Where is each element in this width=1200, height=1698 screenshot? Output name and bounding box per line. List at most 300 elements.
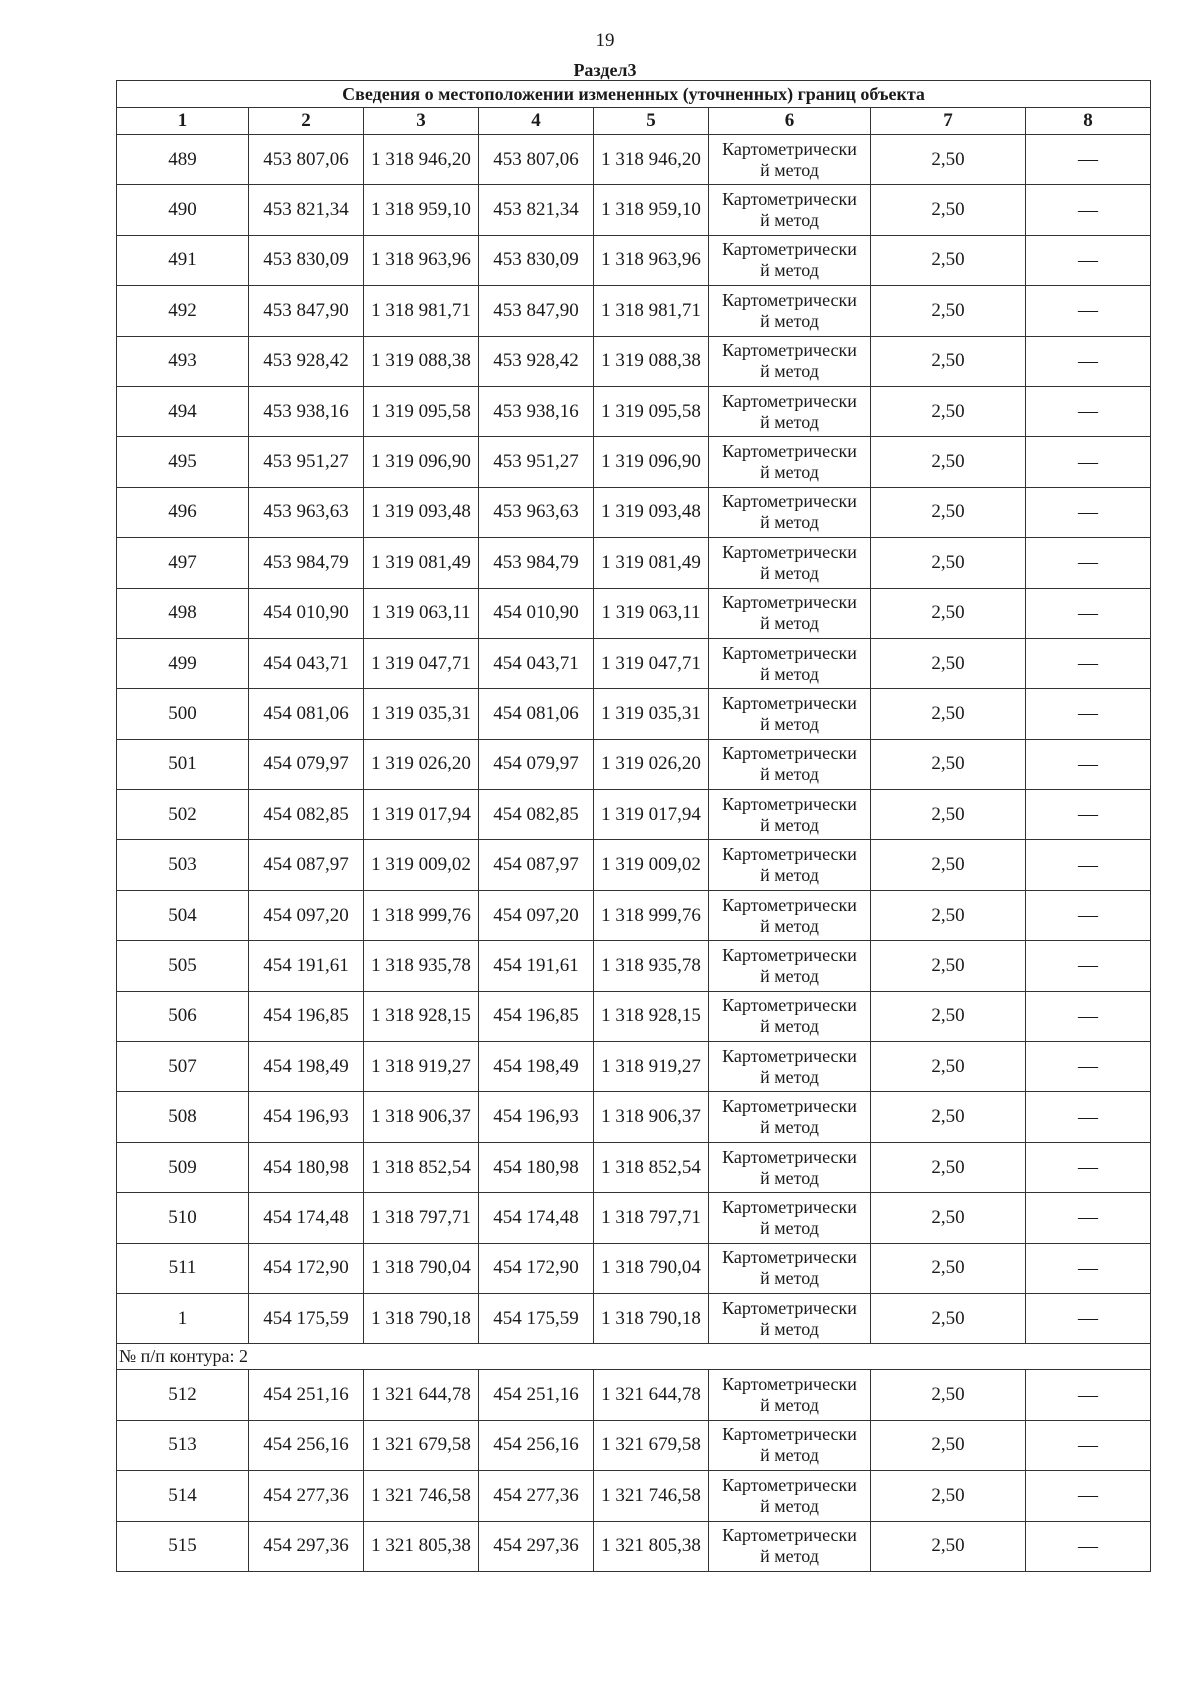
accuracy-cell: 2,50 (871, 1193, 1026, 1243)
coordinate-cell: 1 319 095,58 (364, 386, 479, 436)
point-number-cell: 1 (117, 1293, 249, 1343)
table-row (117, 386, 1151, 436)
method-cell (709, 991, 871, 1041)
method-cell (709, 588, 871, 638)
coordinate-cell: 453 951,27 (249, 437, 364, 487)
description-cell: — (1026, 487, 1151, 537)
coordinate-cell: 454 297,36 (479, 1521, 594, 1571)
table-row (117, 235, 1151, 285)
description-cell: — (1026, 1042, 1151, 1092)
coordinate-cell: 1 318 963,96 (364, 235, 479, 285)
method-line-2: й метод (760, 814, 819, 835)
table-row (117, 689, 1151, 739)
coordinate-cell: 453 821,34 (249, 185, 364, 235)
coordinate-cell: 454 175,59 (249, 1293, 364, 1343)
coordinate-cell: 454 010,90 (249, 588, 364, 638)
method-line-2: й метод (760, 764, 819, 785)
coordinate-cell: 453 963,63 (249, 487, 364, 537)
coordinate-cell: 1 318 963,96 (594, 235, 709, 285)
table-row (117, 1243, 1151, 1293)
method-line-1: Картометрически (722, 289, 857, 310)
coordinate-cell: 453 821,34 (479, 185, 594, 235)
coordinate-cell: 453 807,06 (479, 135, 594, 185)
method-line-1: Картометрически (722, 340, 857, 361)
accuracy-cell: 2,50 (871, 386, 1026, 436)
point-number-cell: 512 (117, 1370, 249, 1420)
description-cell: — (1026, 840, 1151, 890)
coordinate-cell: 454 196,85 (479, 991, 594, 1041)
coordinate-cell: 1 319 093,48 (364, 487, 479, 537)
coordinate-cell: 1 318 797,71 (364, 1193, 479, 1243)
description-cell: — (1026, 538, 1151, 588)
coordinate-cell: 453 830,09 (479, 235, 594, 285)
accuracy-cell: 2,50 (871, 1471, 1026, 1521)
point-number-cell: 503 (117, 840, 249, 890)
column-header-6: 6 (709, 108, 871, 135)
description-cell: — (1026, 135, 1151, 185)
coordinate-cell: 1 318 935,78 (594, 941, 709, 991)
method-line-1: Картометрически (722, 1247, 857, 1268)
method-cell (709, 135, 871, 185)
method-cell (709, 941, 871, 991)
method-line-1: Картометрически (722, 390, 857, 411)
method-cell (709, 1420, 871, 1470)
coordinate-cell: 1 319 017,94 (594, 790, 709, 840)
accuracy-cell: 2,50 (871, 185, 1026, 235)
coordinate-cell: 454 198,49 (249, 1042, 364, 1092)
method-line-2: й метод (760, 915, 819, 936)
method-line-1: Картометрически (722, 1297, 857, 1318)
method-line-1: Картометрически (722, 642, 857, 663)
coordinate-cell: 1 319 026,20 (594, 739, 709, 789)
method-line-2: й метод (760, 713, 819, 734)
coordinate-cell: 454 082,85 (479, 790, 594, 840)
coordinate-cell: 1 319 081,49 (594, 538, 709, 588)
method-line-2: й метод (760, 1445, 819, 1466)
method-line-2: й метод (760, 411, 819, 432)
coordinate-cell: 454 043,71 (479, 638, 594, 688)
coordinate-cell: 1 321 746,58 (594, 1471, 709, 1521)
coordinate-cell: 1 319 095,58 (594, 386, 709, 436)
table-row (117, 1293, 1151, 1343)
point-number-cell: 509 (117, 1142, 249, 1192)
coordinate-cell: 454 256,16 (249, 1420, 364, 1470)
point-number-cell: 496 (117, 487, 249, 537)
coordinate-cell: 453 807,06 (249, 135, 364, 185)
coordinate-cell: 454 256,16 (479, 1420, 594, 1470)
column-header-8: 8 (1026, 108, 1151, 135)
method-cell (709, 286, 871, 336)
table-row (117, 1142, 1151, 1192)
accuracy-cell: 2,50 (871, 1092, 1026, 1142)
method-line-1: Картометрически (722, 138, 857, 159)
coordinate-cell: 454 251,16 (249, 1370, 364, 1420)
table-row (117, 538, 1151, 588)
coordinate-cell: 454 175,59 (479, 1293, 594, 1343)
method-line-1: Картометрически (722, 1525, 857, 1546)
accuracy-cell: 2,50 (871, 739, 1026, 789)
method-cell (709, 1293, 871, 1343)
table-row (117, 890, 1151, 940)
description-cell: — (1026, 1370, 1151, 1420)
coordinate-cell: 454 079,97 (249, 739, 364, 789)
method-cell (709, 790, 871, 840)
method-cell (709, 840, 871, 890)
coordinate-cell: 453 984,79 (249, 538, 364, 588)
column-header-2: 2 (249, 108, 364, 135)
coordinate-cell: 454 172,90 (479, 1243, 594, 1293)
coordinate-cell: 454 082,85 (249, 790, 364, 840)
table-row (117, 1521, 1151, 1571)
table-title: Сведения о местоположении измененных (уточненных) границ объекта (117, 81, 1151, 108)
coordinate-cell: 454 196,93 (479, 1092, 594, 1142)
accuracy-cell: 2,50 (871, 437, 1026, 487)
coordinate-cell: 1 318 981,71 (594, 286, 709, 336)
coordinate-cell: 1 319 063,11 (594, 588, 709, 638)
contour-label: № п/п контура: 2 (117, 1344, 1151, 1370)
coordinate-cell: 1 319 047,71 (594, 638, 709, 688)
coordinate-cell: 453 928,42 (249, 336, 364, 386)
coordinate-cell: 1 318 790,18 (594, 1293, 709, 1343)
method-cell (709, 386, 871, 436)
coordinate-cell: 1 321 746,58 (364, 1471, 479, 1521)
table-row (117, 1193, 1151, 1243)
method-line-2: й метод (760, 310, 819, 331)
method-line-1: Картометрически (722, 995, 857, 1016)
column-header-3: 3 (364, 108, 479, 135)
method-line-2: й метод (760, 1016, 819, 1037)
table-row (117, 336, 1151, 386)
coordinate-cell: 454 277,36 (249, 1471, 364, 1521)
point-number-cell: 500 (117, 689, 249, 739)
method-cell (709, 739, 871, 789)
description-cell: — (1026, 1092, 1151, 1142)
method-line-2: й метод (760, 1546, 819, 1567)
description-cell: — (1026, 638, 1151, 688)
accuracy-cell: 2,50 (871, 1243, 1026, 1293)
point-number-cell: 513 (117, 1420, 249, 1470)
coordinate-cell: 1 321 805,38 (594, 1521, 709, 1571)
method-line-1: Картометрически (722, 743, 857, 764)
method-line-1: Картометрически (722, 1424, 857, 1445)
method-line-2: й метод (760, 1395, 819, 1416)
accuracy-cell: 2,50 (871, 689, 1026, 739)
coordinate-cell: 453 938,16 (249, 386, 364, 436)
column-header-1: 1 (117, 108, 249, 135)
coordinate-cell: 453 951,27 (479, 437, 594, 487)
coordinate-cell: 454 251,16 (479, 1370, 594, 1420)
method-cell (709, 1042, 871, 1092)
method-line-2: й метод (760, 1066, 819, 1087)
contour-row (117, 1344, 1151, 1370)
accuracy-cell: 2,50 (871, 588, 1026, 638)
coordinate-cell: 454 198,49 (479, 1042, 594, 1092)
point-number-cell: 493 (117, 336, 249, 386)
accuracy-cell: 2,50 (871, 235, 1026, 285)
coordinate-cell: 1 319 093,48 (594, 487, 709, 537)
method-cell (709, 336, 871, 386)
method-cell (709, 689, 871, 739)
coordinate-cell: 454 174,48 (249, 1193, 364, 1243)
description-cell: — (1026, 1142, 1151, 1192)
coordinate-cell: 1 319 088,38 (364, 336, 479, 386)
method-line-2: й метод (760, 1167, 819, 1188)
method-cell (709, 1471, 871, 1521)
coordinate-cell: 454 191,61 (479, 941, 594, 991)
method-cell (709, 185, 871, 235)
coordinate-cell: 1 318 790,04 (594, 1243, 709, 1293)
coordinate-cell: 1 319 009,02 (594, 840, 709, 890)
coordinate-cell: 453 963,63 (479, 487, 594, 537)
coordinate-cell: 454 172,90 (249, 1243, 364, 1293)
method-line-1: Картометрически (722, 239, 857, 260)
coordinate-cell: 453 984,79 (479, 538, 594, 588)
coordinate-cell: 1 319 017,94 (364, 790, 479, 840)
method-line-1: Картометрически (722, 692, 857, 713)
point-number-cell: 511 (117, 1243, 249, 1293)
method-cell (709, 1370, 871, 1420)
point-number-cell: 489 (117, 135, 249, 185)
description-cell: — (1026, 1420, 1151, 1470)
coordinate-cell: 1 319 081,49 (364, 538, 479, 588)
column-header-5: 5 (594, 108, 709, 135)
table-row (117, 790, 1151, 840)
method-line-1: Картометрически (722, 1096, 857, 1117)
table-row (117, 1420, 1151, 1470)
accuracy-cell: 2,50 (871, 336, 1026, 386)
description-cell: — (1026, 1521, 1151, 1571)
coordinate-cell: 1 318 906,37 (594, 1092, 709, 1142)
coordinate-cell: 1 321 644,78 (594, 1370, 709, 1420)
table-row (117, 638, 1151, 688)
method-line-2: й метод (760, 512, 819, 533)
method-cell (709, 1243, 871, 1293)
coordinate-cell: 454 079,97 (479, 739, 594, 789)
method-cell (709, 1521, 871, 1571)
coordinate-cell: 454 196,85 (249, 991, 364, 1041)
point-number-cell: 506 (117, 991, 249, 1041)
method-line-2: й метод (760, 462, 819, 483)
method-line-2: й метод (760, 1495, 819, 1516)
point-number-cell: 499 (117, 638, 249, 688)
method-line-2: й метод (760, 260, 819, 281)
coordinate-cell: 454 081,06 (249, 689, 364, 739)
coordinate-cell: 454 097,20 (249, 890, 364, 940)
coordinate-cell: 1 318 981,71 (364, 286, 479, 336)
method-line-1: Картометрически (722, 844, 857, 865)
coordinate-cell: 1 318 790,04 (364, 1243, 479, 1293)
column-header-4: 4 (479, 108, 594, 135)
coordinates-table (116, 80, 1151, 1572)
accuracy-cell: 2,50 (871, 991, 1026, 1041)
coordinate-cell: 454 277,36 (479, 1471, 594, 1521)
coordinate-cell: 1 318 935,78 (364, 941, 479, 991)
coordinate-cell: 1 318 906,37 (364, 1092, 479, 1142)
method-line-1: Картометрически (722, 491, 857, 512)
coordinate-cell: 1 318 999,76 (364, 890, 479, 940)
method-cell (709, 1092, 871, 1142)
description-cell: — (1026, 1471, 1151, 1521)
coordinate-cell: 1 318 928,15 (594, 991, 709, 1041)
coordinate-cell: 453 938,16 (479, 386, 594, 436)
column-header-7: 7 (871, 108, 1026, 135)
method-line-2: й метод (760, 361, 819, 382)
coordinate-cell: 1 318 797,71 (594, 1193, 709, 1243)
coordinate-cell: 454 174,48 (479, 1193, 594, 1243)
page-number: 19 (595, 30, 615, 51)
table-row (117, 941, 1151, 991)
point-number-cell: 507 (117, 1042, 249, 1092)
method-cell (709, 437, 871, 487)
coordinate-cell: 1 321 644,78 (364, 1370, 479, 1420)
coordinate-cell: 454 196,93 (249, 1092, 364, 1142)
method-line-2: й метод (760, 210, 819, 231)
accuracy-cell: 2,50 (871, 941, 1026, 991)
coordinate-cell: 1 319 026,20 (364, 739, 479, 789)
point-number-cell: 495 (117, 437, 249, 487)
description-cell: — (1026, 1193, 1151, 1243)
table-row (117, 1042, 1151, 1092)
coordinate-cell: 1 321 805,38 (364, 1521, 479, 1571)
method-line-2: й метод (760, 159, 819, 180)
coordinate-cell: 454 191,61 (249, 941, 364, 991)
method-cell (709, 1142, 871, 1192)
coordinate-cell: 1 319 035,31 (594, 689, 709, 739)
method-line-1: Картометрически (722, 944, 857, 965)
method-line-2: й метод (760, 1217, 819, 1238)
coordinate-cell: 1 318 852,54 (594, 1142, 709, 1192)
description-cell: — (1026, 588, 1151, 638)
point-number-cell: 515 (117, 1521, 249, 1571)
table-row (117, 437, 1151, 487)
accuracy-cell: 2,50 (871, 1293, 1026, 1343)
coordinate-cell: 1 319 009,02 (364, 840, 479, 890)
accuracy-cell: 2,50 (871, 790, 1026, 840)
coordinate-cell: 453 928,42 (479, 336, 594, 386)
coordinate-cell: 454 180,98 (249, 1142, 364, 1192)
coordinate-cell: 1 318 852,54 (364, 1142, 479, 1192)
table-row (117, 487, 1151, 537)
accuracy-cell: 2,50 (871, 487, 1026, 537)
coordinate-cell: 1 318 919,27 (364, 1042, 479, 1092)
coordinate-cell: 1 319 096,90 (364, 437, 479, 487)
method-line-1: Картометрически (722, 894, 857, 915)
method-line-1: Картометрически (722, 441, 857, 462)
description-cell: — (1026, 437, 1151, 487)
point-number-cell: 502 (117, 790, 249, 840)
point-number-cell: 504 (117, 890, 249, 940)
coordinate-cell: 454 043,71 (249, 638, 364, 688)
coordinate-cell: 454 297,36 (249, 1521, 364, 1571)
point-number-cell: 491 (117, 235, 249, 285)
coordinate-cell: 453 830,09 (249, 235, 364, 285)
description-cell: — (1026, 185, 1151, 235)
method-line-1: Картометрически (722, 541, 857, 562)
point-number-cell: 505 (117, 941, 249, 991)
point-number-cell: 498 (117, 588, 249, 638)
method-cell (709, 638, 871, 688)
description-cell: — (1026, 235, 1151, 285)
point-number-cell: 508 (117, 1092, 249, 1142)
coordinate-cell: 1 319 035,31 (364, 689, 479, 739)
accuracy-cell: 2,50 (871, 840, 1026, 890)
coordinate-cell: 1 318 919,27 (594, 1042, 709, 1092)
coordinate-cell: 454 180,98 (479, 1142, 594, 1192)
coordinate-cell: 1 319 063,11 (364, 588, 479, 638)
coordinate-cell: 1 318 959,10 (594, 185, 709, 235)
method-line-1: Картометрически (722, 1474, 857, 1495)
accuracy-cell: 2,50 (871, 1370, 1026, 1420)
coordinate-cell: 1 319 047,71 (364, 638, 479, 688)
coordinate-cell: 453 847,90 (479, 286, 594, 336)
method-line-2: й метод (760, 1318, 819, 1339)
description-cell: — (1026, 941, 1151, 991)
table-row (117, 135, 1151, 185)
point-number-cell: 514 (117, 1471, 249, 1521)
description-cell: — (1026, 991, 1151, 1041)
method-line-1: Картометрически (722, 1196, 857, 1217)
table-row (117, 1092, 1151, 1142)
point-number-cell: 490 (117, 185, 249, 235)
accuracy-cell: 2,50 (871, 286, 1026, 336)
method-cell (709, 1193, 871, 1243)
point-number-cell: 501 (117, 739, 249, 789)
accuracy-cell: 2,50 (871, 135, 1026, 185)
accuracy-cell: 2,50 (871, 638, 1026, 688)
coordinate-cell: 1 319 088,38 (594, 336, 709, 386)
method-line-2: й метод (760, 562, 819, 583)
description-cell: — (1026, 386, 1151, 436)
coordinate-cell: 1 318 999,76 (594, 890, 709, 940)
table-row (117, 1471, 1151, 1521)
method-line-2: й метод (760, 663, 819, 684)
description-cell: — (1026, 286, 1151, 336)
point-number-cell: 497 (117, 538, 249, 588)
method-cell (709, 487, 871, 537)
description-cell: — (1026, 890, 1151, 940)
accuracy-cell: 2,50 (871, 890, 1026, 940)
table-row (117, 588, 1151, 638)
coordinate-cell: 453 847,90 (249, 286, 364, 336)
method-line-2: й метод (760, 613, 819, 634)
method-line-1: Картометрически (722, 1374, 857, 1395)
point-number-cell: 494 (117, 386, 249, 436)
description-cell: — (1026, 689, 1151, 739)
method-line-1: Картометрически (722, 189, 857, 210)
description-cell: — (1026, 1293, 1151, 1343)
table-header-row (117, 108, 1151, 135)
method-line-2: й метод (760, 1117, 819, 1138)
method-line-2: й метод (760, 865, 819, 886)
coordinate-cell: 1 321 679,58 (364, 1420, 479, 1470)
method-cell (709, 890, 871, 940)
accuracy-cell: 2,50 (871, 1521, 1026, 1571)
accuracy-cell: 2,50 (871, 1142, 1026, 1192)
method-cell (709, 235, 871, 285)
coordinate-cell: 1 318 928,15 (364, 991, 479, 1041)
method-line-2: й метод (760, 1268, 819, 1289)
coordinate-cell: 454 081,06 (479, 689, 594, 739)
coordinate-cell: 1 318 946,20 (364, 135, 479, 185)
coordinate-cell: 454 010,90 (479, 588, 594, 638)
coordinate-cell: 1 319 096,90 (594, 437, 709, 487)
coordinate-cell: 1 318 959,10 (364, 185, 479, 235)
table-row (117, 991, 1151, 1041)
accuracy-cell: 2,50 (871, 1420, 1026, 1470)
table-row (117, 739, 1151, 789)
coordinate-cell: 1 318 790,18 (364, 1293, 479, 1343)
method-line-1: Картометрически (722, 592, 857, 613)
